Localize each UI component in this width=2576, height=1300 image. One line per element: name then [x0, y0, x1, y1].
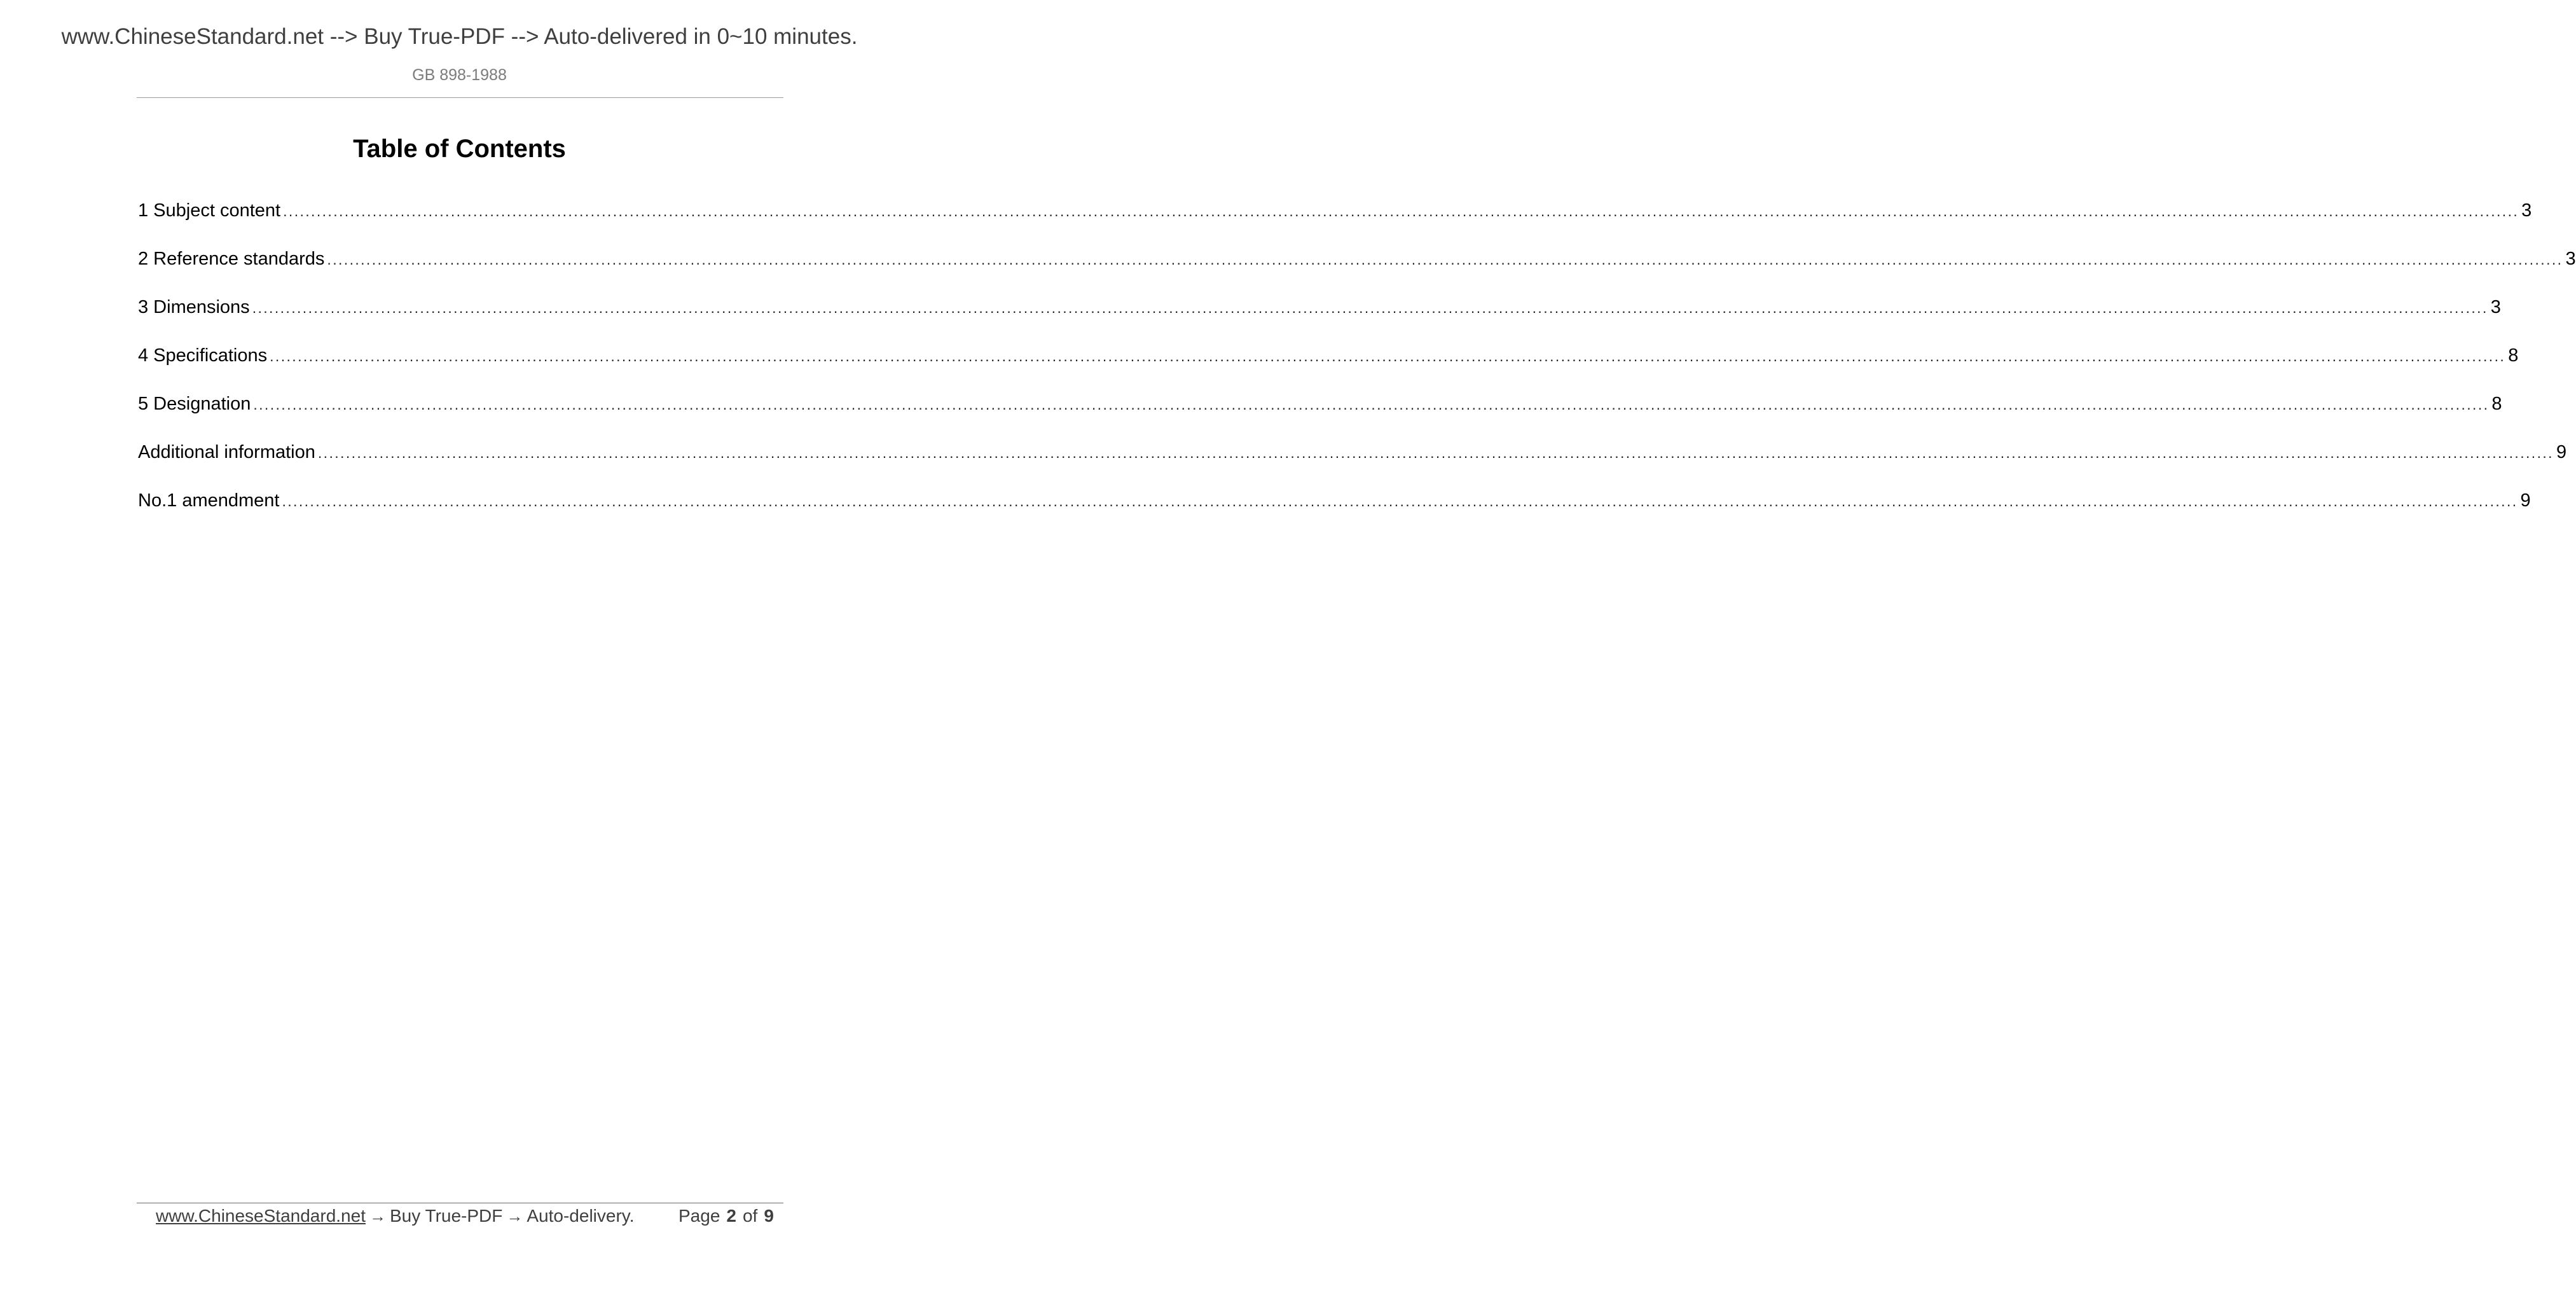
toc-entry-label: Additional information	[138, 442, 315, 462]
toc-dot-leader: ................................................................................................................................................................................................................................................................................................................................................................................................................	[252, 300, 2488, 316]
toc-entry-page: 3	[2490, 297, 2501, 317]
toc-entry[interactable]	[138, 391, 2502, 439]
toc-dot-leader: ................................................................................................................................................................................................................................................................................................................................................................................................................	[253, 396, 2490, 413]
toc-entry[interactable]	[138, 343, 2519, 391]
footer-buy-text: Buy True-PDF	[389, 1206, 503, 1226]
toc-entry[interactable]	[138, 198, 2532, 246]
toc-entry-label: No.1 amendment	[138, 490, 280, 511]
toc-entry-page: 8	[2491, 394, 2502, 414]
of-word: of	[742, 1206, 758, 1226]
toc-dot-leader: ................................................................................................................................................................................................................................................................................................................................................................................................................	[270, 348, 2506, 364]
toc-entry-label: 1 Subject content	[138, 200, 281, 221]
toc-entry-label: 3 Dimensions	[138, 297, 250, 317]
toc-dot-leader: ................................................................................................................................................................................................................................................................................................................................................................................................................	[327, 251, 2563, 268]
current-page-number: 2	[726, 1206, 736, 1226]
page-footer	[156, 1206, 782, 1231]
right-arrow-icon: →	[369, 1207, 386, 1226]
document-code: GB 898-1988	[412, 66, 507, 84]
toc-dot-leader: ................................................................................................................................................................................................................................................................................................................................................................................................................	[317, 445, 2554, 461]
toc-entry[interactable]	[138, 488, 2531, 536]
footer-promo	[156, 1206, 634, 1226]
toc-entry[interactable]	[138, 439, 2567, 488]
toc-entry-page: 3	[2521, 200, 2532, 221]
total-page-number: 9	[764, 1206, 774, 1226]
toc-dot-leader: ................................................................................................................................................................................................................................................................................................................................................................................................................	[283, 203, 2519, 219]
toc-entry-page: 9	[2520, 490, 2531, 511]
page-word: Page	[678, 1206, 720, 1226]
header-divider	[137, 97, 783, 98]
toc-entry-page: 3	[2565, 249, 2576, 269]
toc-entry[interactable]	[138, 294, 2501, 343]
toc-entry-label: 5 Designation	[138, 394, 251, 414]
page-number	[678, 1206, 780, 1226]
right-arrow-icon: →	[506, 1207, 523, 1226]
toc-entry-label: 4 Specifications	[138, 345, 268, 366]
toc-entry-page: 8	[2508, 345, 2519, 366]
top-banner: www.ChineseStandard.net --> Buy True-PDF --> Auto-delivered in 0~10 minutes.	[61, 24, 858, 49]
footer-website-link[interactable]: www.ChineseStandard.net	[156, 1206, 366, 1226]
toc-entry-page: 9	[2556, 442, 2567, 462]
toc-entry-label: 2 Reference standards	[138, 249, 325, 269]
toc-title: Table of Contents	[353, 135, 566, 163]
toc-dot-leader: ................................................................................................................................................................................................................................................................................................................................................................................................................	[282, 493, 2518, 509]
toc-entry[interactable]	[138, 246, 2576, 294]
table-of-contents	[138, 198, 2576, 536]
footer-delivery-text: Auto-delivery.	[527, 1206, 635, 1226]
